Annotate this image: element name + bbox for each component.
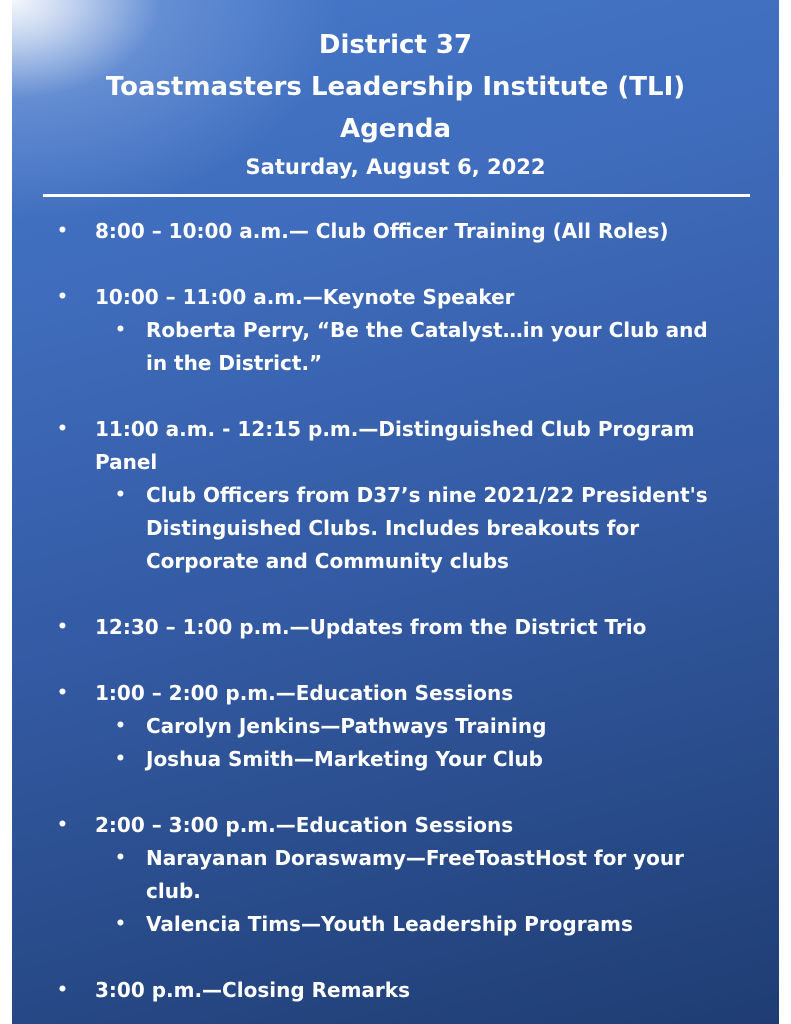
agenda-subitem-text: Carolyn Jenkins—Pathways Training	[146, 714, 547, 738]
header-divider	[43, 194, 750, 197]
event-title: Toastmasters Leadership Institute (TLI)	[105, 72, 686, 102]
agenda-item	[12, 413, 779, 578]
agenda-subitem-text: Valencia Tims—Youth Leadership Programs	[146, 912, 633, 936]
agenda-item	[12, 809, 779, 941]
agenda-subitem-text: Roberta Perry, “Be the Catalyst…in your Club and in the District.”	[146, 318, 708, 375]
agenda-item	[12, 611, 779, 644]
agenda-list	[12, 215, 779, 1007]
agenda-item-text: 3:00 p.m.—Closing Remarks	[95, 978, 410, 1002]
agenda-subitems	[95, 710, 729, 776]
bullet-icon: •	[57, 221, 68, 241]
bullet-icon: •	[115, 320, 126, 340]
agenda-subitem-text: Club Officers from D37’s nine 2021/22 President's Distinguished Clubs. Includes breakouts for Corporate and Community clubs	[146, 483, 708, 573]
bullet-icon: •	[115, 749, 126, 769]
bullet-icon: •	[115, 716, 126, 736]
agenda-item	[12, 974, 779, 1007]
agenda-item-text: 1:00 – 2:00 p.m.—Education Sessions	[95, 681, 514, 705]
district-title: District 37	[318, 30, 473, 60]
agenda-flyer	[12, 0, 779, 1024]
agenda-item-text: 8:00 – 10:00 a.m.— Club Officer Training (All Roles)	[95, 219, 669, 243]
agenda-subitem	[95, 743, 729, 776]
bullet-icon: •	[115, 914, 126, 934]
bullet-icon: •	[115, 485, 126, 505]
agenda-subitem-text: Joshua Smith—Marketing Your Club	[146, 747, 543, 771]
agenda-item	[12, 215, 779, 248]
agenda-subitem-text: Narayanan Doraswamy—FreeToastHost for your club.	[146, 846, 685, 903]
agenda-item-text: 10:00 – 11:00 a.m.—Keynote Speaker	[95, 285, 515, 309]
agenda-item-text: 12:30 – 1:00 p.m.—Updates from the District Trio	[95, 615, 647, 639]
bullet-icon: •	[57, 683, 68, 703]
bullet-icon: •	[57, 980, 68, 1000]
agenda-header	[12, 24, 779, 184]
bullet-icon: •	[57, 419, 68, 439]
agenda-subitems	[95, 314, 729, 380]
agenda-subitems	[95, 479, 729, 578]
agenda-subitem	[95, 479, 729, 578]
agenda-subitems	[95, 842, 729, 941]
bullet-icon: •	[57, 287, 68, 307]
event-date: Saturday, August 6, 2022	[245, 155, 546, 179]
agenda-subitem	[95, 908, 729, 941]
agenda-subitem	[95, 710, 729, 743]
agenda-item-text: 11:00 a.m. - 12:15 p.m.—Distinguished Club Program Panel	[95, 417, 695, 474]
agenda-item	[12, 677, 779, 776]
agenda-item	[12, 281, 779, 380]
agenda-title: Agenda	[339, 114, 452, 144]
agenda-subitem	[95, 314, 729, 380]
bullet-icon: •	[57, 617, 68, 637]
bullet-icon: •	[115, 848, 126, 868]
bullet-icon: •	[57, 815, 68, 835]
agenda-item-text: 2:00 – 3:00 p.m.—Education Sessions	[95, 813, 514, 837]
agenda-subitem	[95, 842, 729, 908]
